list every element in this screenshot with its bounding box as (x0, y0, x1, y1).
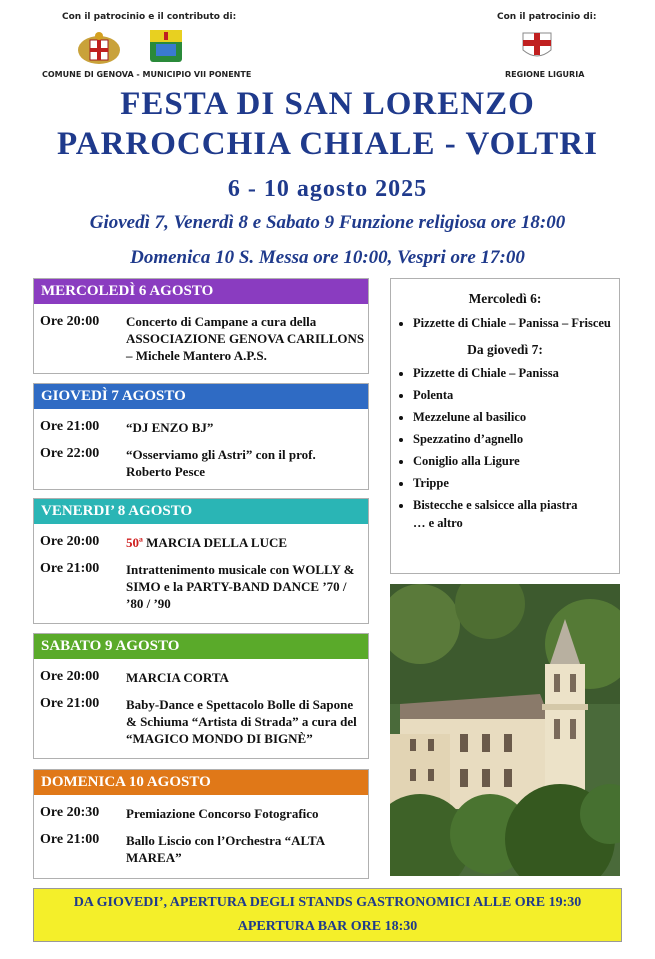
event-time: Ore 20:00 (40, 669, 100, 684)
stands-opening-text: DA GIOVEDI’, APERTURA DEGLI STANDS GASTRONOMICI ALLE ORE 19:30 (73, 895, 582, 910)
event-time: Ore 21:00 (40, 832, 100, 847)
day-header: GIOVEDÌ 7 AGOSTO (34, 384, 368, 409)
menu-item: • Trippe (413, 472, 619, 494)
event-description: “DJ ENZO BJ” (126, 420, 214, 435)
event-time: Ore 22:00 (40, 446, 100, 461)
event-description: “Osserviamo gli Astri” con il prof. Roberto Pesce (126, 447, 316, 479)
event-description: MARCIA CORTA (126, 670, 229, 685)
menu-heading-wednesday: Mercoledì 6: (468, 291, 542, 306)
menu-item: • Mezzelune al basilico (413, 406, 619, 428)
event-description: Baby-Dance e Spettacolo Bolle di Sapone & Schiuma “Artista di Strada” a cura del “MAGICO MONDO DI BIGNÈ” (126, 697, 357, 746)
menu-item: • Spezzatino d’agnello (413, 428, 619, 450)
food-menu-box (390, 278, 620, 574)
menu-etc: … e altro (413, 516, 463, 530)
regione-label: REGIONE LIGURIA (505, 70, 585, 79)
religious-schedule-line2: Domenica 10 S. Messa ore 10:00, Vespri ore 17:00 (130, 247, 525, 268)
day-header: SABATO 9 AGOSTO (34, 634, 368, 659)
menu-item: • Pizzette di Chiale – Panissa (413, 362, 619, 384)
event-time: Ore 20:30 (40, 805, 100, 820)
stands-banner (33, 888, 622, 942)
bar-opening-text: APERTURA BAR ORE 18:30 (237, 919, 418, 934)
edition-number: 50ª (126, 535, 143, 550)
menu-item: • Polenta (413, 384, 619, 406)
day-box-saturday (33, 633, 369, 759)
menu-item: • Coniglio alla Ligure (413, 450, 619, 472)
event-description: MARCIA DELLA LUCE (146, 535, 288, 550)
regione-liguria-logo (520, 30, 554, 62)
event-description: Premiazione Concorso Fotografico (126, 806, 319, 821)
day-header: VENERDI’ 8 AGOSTO (34, 499, 368, 524)
comune-label: COMUNE DI GENOVA - MUNICIPIO VII PONENTE (42, 70, 252, 79)
event-description: Intrattenimento musicale con WOLLY & SIMO e la PARTY-BAND DANCE ’70 / ’80 / ’90 (126, 562, 355, 611)
event-time: Ore 20:00 (40, 314, 100, 329)
day-header: MERCOLEDÌ 6 AGOSTO (34, 279, 368, 304)
patronage-right-text: Con il patrocinio di: (497, 12, 597, 22)
event-time: Ore 21:00 (40, 419, 100, 434)
parish-title: PARROCCHIA CHIALE - VOLTRI (57, 126, 598, 162)
day-box-sunday (33, 769, 369, 879)
day-box-thursday (33, 383, 369, 490)
genova-coat-of-arms-logo (76, 30, 122, 66)
menu-item: • Pizzette di Chiale – Panissa – Frisceu (413, 313, 619, 334)
municipio-crest-logo (148, 28, 184, 64)
patronage-left-text: Con il patrocinio e il contributo di: (62, 12, 237, 22)
event-dates: 6 - 10 agosto 2025 (227, 176, 428, 202)
event-description: Ballo Liscio con l’Orchestra “ALTA MAREA” (126, 833, 325, 865)
event-title: FESTA DI SAN LORENZO (120, 86, 535, 122)
religious-schedule-line1: Giovedì 7, Venerdì 8 e Sabato 9 Funzione religiosa ore 18:00 (89, 212, 566, 233)
day-box-friday (33, 498, 369, 624)
event-description: Concerto di Campane a cura della ASSOCIAZIONE GENOVA CARILLONS – Michele Mantero A.P.S. (126, 314, 365, 363)
event-time: Ore 21:00 (40, 696, 100, 711)
day-box-wednesday (33, 278, 369, 374)
church-photo (390, 584, 620, 876)
event-time: Ore 21:00 (40, 561, 100, 576)
day-header: DOMENICA 10 AGOSTO (34, 770, 368, 795)
menu-heading-thursday: Da giovedì 7: (467, 342, 543, 357)
menu-item: • Bistecche e salsicce alla piastra (413, 494, 619, 516)
event-time: Ore 20:00 (40, 534, 100, 549)
